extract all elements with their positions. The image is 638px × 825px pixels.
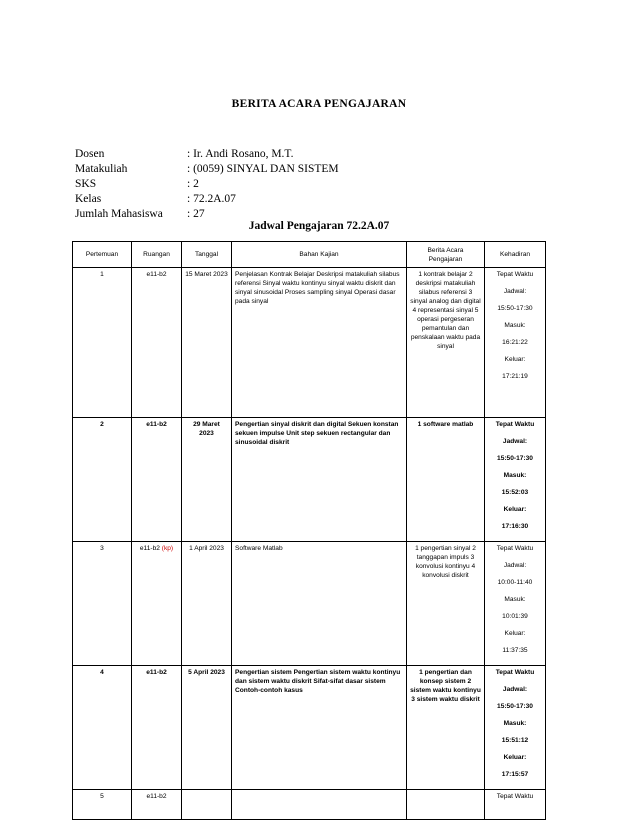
header-tanggal: Tanggal [182, 242, 232, 268]
header-berita-acara: Berita Acara Pengajaran [407, 242, 485, 268]
header-bahan-kajian: Bahan Kajian [232, 242, 407, 268]
kehadiran-masuk-value: 15:51:12 [501, 737, 529, 744]
header-kehadiran: Kehadiran [485, 242, 546, 268]
cell-berita-acara: 1 pengertian sinyal 2 tanggapan impuls 3 konvolusi kontinyu 4 konvolusi diskrit [407, 542, 485, 666]
kehadiran-status: Tepat Waktu [496, 793, 534, 800]
cell-pertemuan: 1 [73, 268, 132, 418]
kehadiran-keluar-label: Keluar: [504, 356, 526, 363]
kehadiran-jadwal-label: Jadwal: [503, 562, 527, 569]
table-row [73, 418, 546, 542]
cell-bahan-kajian: Software Matlab [232, 542, 407, 666]
info-row-sks [75, 177, 339, 192]
kehadiran-keluar-value: 17:15:57 [501, 771, 529, 778]
info-value: : 27 [187, 208, 205, 220]
kehadiran-jadwal-value: 15:50-17:30 [497, 305, 533, 312]
kehadiran-keluar-label: Keluar: [503, 506, 527, 513]
kehadiran-masuk-label: Masuk: [503, 720, 527, 727]
cell-bahan-kajian: Pengertian sinyal diskrit dan digital Sekuen konstan sekuen impulse Unit step sekuen rectangular dan sinusoidal diskrit [232, 418, 407, 542]
cell-tanggal: 15 Maret 2023 [182, 268, 232, 418]
cell-berita-acara [407, 790, 485, 820]
cell-bahan-kajian: Pengertian sistem Pengertian sistem waktu kontinyu dan sistem waktu diskrit Sifat-sifat dasar sistem Contoh-contoh kasus [232, 666, 407, 790]
kehadiran-jadwal-value: 10:00-11:40 [497, 579, 533, 586]
cell-pertemuan: 5 [73, 790, 132, 820]
info-label: Kelas [75, 193, 102, 205]
cell-ruangan: e11-b2 [132, 790, 182, 820]
cell-pertemuan: 3 [73, 542, 132, 666]
schedule-table [72, 241, 546, 820]
cell-tanggal: 5 April 2023 [182, 666, 232, 790]
ruangan-label: e11-b2 [139, 545, 160, 552]
cell-ruangan [132, 542, 182, 666]
cell-kehadiran [485, 418, 546, 542]
cell-berita-acara: 1 pengertian dan konsep sistem 2 sistem waktu kontinyu 3 sistem waktu diskrit [407, 666, 485, 790]
cell-bahan-kajian: Penjelasan Kontrak Belajar Deskripsi matakuliah silabus referensi Sinyal waktu kontinyu sinyal waktu diskrit dan sinyal sinusoidal Proses sampling sinyal Operasi dasar pada sinyal [232, 268, 407, 418]
schedule-title: Jadwal Pengajaran 72.2A.07 [248, 220, 390, 232]
info-value: : (0059) SINYAL DAN SISTEM [187, 163, 339, 175]
cell-ruangan: e11-b2 [132, 418, 182, 542]
info-row-kelas [75, 192, 339, 207]
kehadiran-jadwal-value: 15:50-17:30 [497, 455, 533, 462]
kehadiran-keluar-value: 17:16:30 [501, 523, 529, 530]
cell-tanggal: 1 April 2023 [182, 542, 232, 666]
cell-bahan-kajian [232, 790, 407, 820]
ruangan-kp-note: (kp) [161, 545, 174, 552]
table-row [73, 542, 546, 666]
cell-pertemuan: 4 [73, 666, 132, 790]
info-value: : Ir. Andi Rosano, M.T. [187, 148, 294, 160]
course-info [75, 147, 339, 222]
kehadiran-jadwal-label: Jadwal: [502, 438, 528, 445]
info-label: Matakuliah [75, 163, 128, 175]
page-title: BERITA ACARA PENGAJARAN [231, 98, 407, 110]
kehadiran-jadwal-value: 15:50-17:30 [497, 703, 533, 710]
kehadiran-masuk-value: 15:52:03 [501, 489, 529, 496]
cell-ruangan: e11-b2 [132, 666, 182, 790]
header-pertemuan: Pertemuan [73, 242, 132, 268]
cell-kehadiran [485, 542, 546, 666]
cell-kehadiran [485, 268, 546, 418]
kehadiran-masuk-label: Masuk: [503, 472, 527, 479]
info-value: : 2 [187, 178, 199, 190]
table-row [73, 268, 546, 418]
info-label: Jumlah Mahasiswa [75, 208, 163, 220]
info-row-matakuliah [75, 162, 339, 177]
kehadiran-status: Tepat Waktu [495, 421, 535, 428]
kehadiran-keluar-label: Keluar: [503, 754, 527, 761]
header-ruangan: Ruangan [132, 242, 182, 268]
kehadiran-keluar-value: 11:37:35 [502, 647, 528, 654]
kehadiran-masuk-value: 10:01:39 [502, 613, 528, 620]
kehadiran-masuk-label: Masuk: [504, 596, 526, 603]
table-row [73, 790, 546, 820]
cell-kehadiran [485, 666, 546, 790]
info-label: SKS [75, 178, 97, 190]
cell-kehadiran [485, 790, 546, 820]
table-header-row [73, 242, 546, 268]
cell-pertemuan: 2 [73, 418, 132, 542]
info-row-dosen [75, 147, 339, 162]
cell-ruangan: e11-b2 [132, 268, 182, 418]
table-row [73, 666, 546, 790]
kehadiran-keluar-label: Keluar: [504, 630, 526, 637]
kehadiran-keluar-value: 17:21:19 [502, 373, 528, 380]
kehadiran-jadwal-label: Jadwal: [502, 686, 528, 693]
info-label: Dosen [75, 148, 105, 160]
cell-berita-acara: 1 kontrak belajar 2 deskripsi matakuliah silabus referensi 3 sinyal analog dan digital 4 representasi sinyal 5 operasi pergeseran pemantulan dan penskalaan waktu pada sinyal [407, 268, 485, 418]
cell-tanggal: 29 Maret 2023 [182, 418, 232, 542]
kehadiran-status: Tepat Waktu [496, 271, 534, 278]
kehadiran-masuk-value: 16:21:22 [502, 339, 528, 346]
kehadiran-masuk-label: Masuk: [504, 322, 526, 329]
kehadiran-status: Tepat Waktu [496, 545, 534, 552]
info-value: : 72.2A.07 [187, 193, 236, 205]
cell-tanggal [182, 790, 232, 820]
kehadiran-jadwal-label: Jadwal: [503, 288, 527, 295]
cell-berita-acara: 1 software matlab [407, 418, 485, 542]
kehadiran-status: Tepat Waktu [495, 669, 535, 676]
